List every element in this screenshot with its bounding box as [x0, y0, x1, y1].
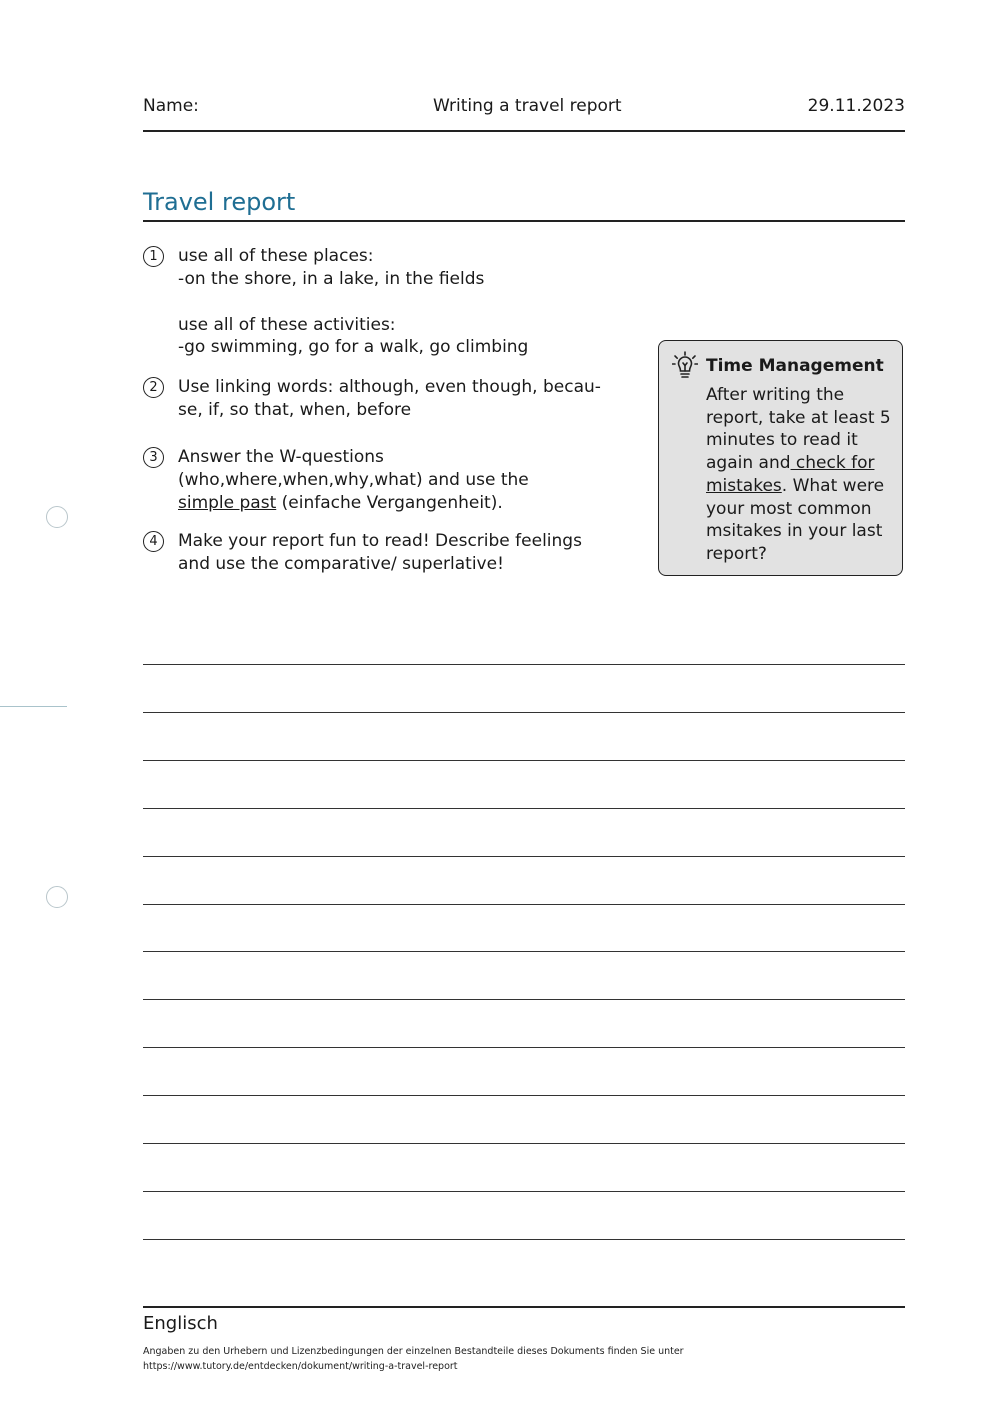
task-1: [143, 245, 603, 361]
writing-line[interactable]: [143, 1239, 905, 1240]
section-title-text: Travel report: [143, 188, 296, 216]
footer-license-note: [143, 1344, 843, 1374]
task-line: Answer the W-questions: [178, 447, 384, 467]
writing-line[interactable]: [143, 1047, 905, 1048]
writing-line[interactable]: [143, 760, 905, 761]
task-line: Use linking words: although, even though, becau-: [178, 377, 601, 397]
writing-line[interactable]: [143, 712, 905, 713]
tip-text: [706, 384, 896, 566]
writing-line[interactable]: [143, 1095, 905, 1096]
writing-line[interactable]: [143, 664, 905, 665]
task-line: -go swimming, go for a walk, go climbing: [178, 337, 529, 357]
writing-line[interactable]: [143, 904, 905, 905]
task-line: [178, 492, 503, 515]
task-line: -on the shore, in a lake, in the fields: [178, 269, 485, 289]
name-label: Name:: [143, 96, 199, 116]
writing-line[interactable]: [143, 999, 905, 1000]
writing-line[interactable]: [143, 1143, 905, 1144]
task-line: use all of these activities:: [178, 315, 396, 335]
time-management-tip-box: [658, 340, 903, 576]
tip-emphasis: check for mistakes: [706, 453, 875, 496]
task-line: Make your report fun to read! Describe feelings: [178, 531, 582, 551]
worksheet-title: Writing a travel report: [433, 96, 622, 116]
task-line: and use the comparative/ superlative!: [178, 554, 504, 574]
footer-rule: [143, 1306, 905, 1308]
license-url[interactable]: https://www.tutory.de/entdecken/dokument/writing-a-travel-report: [143, 1361, 458, 1372]
writing-line[interactable]: [143, 951, 905, 952]
punch-hole-top: [46, 506, 68, 528]
license-text: Angaben zu den Urhebern und Lizenzbedingungen der einzelnen Bestandteile dieses Dokuments finden Sie unter: [143, 1346, 684, 1357]
tip-text-start: After writing the report, take at least 5 minutes to read it again and: [706, 385, 891, 474]
section-title: [143, 186, 905, 222]
task-3: [143, 446, 603, 516]
writing-line[interactable]: [143, 856, 905, 857]
task-number: 2: [143, 377, 164, 398]
writing-line[interactable]: [143, 808, 905, 809]
writing-line[interactable]: [143, 1191, 905, 1192]
tip-title: Time Management: [706, 356, 884, 376]
task-line: use all of these places:: [178, 246, 374, 266]
task-2: [143, 376, 603, 424]
task-line: se, if, so that, when, before: [178, 400, 412, 420]
task-line-rest: (einfache Vergangenheit).: [276, 493, 503, 513]
task-number: 1: [143, 246, 164, 267]
fold-mark: [0, 706, 67, 707]
lightbulb-icon: [672, 351, 698, 381]
simple-past-term: simple past: [178, 493, 277, 513]
task-number: 4: [143, 531, 164, 552]
page-header: [143, 94, 905, 132]
punch-hole-bottom: [46, 886, 68, 908]
task-4: [143, 530, 603, 578]
task-line: (who,where,when,why,what) and use the: [178, 470, 529, 490]
task-number: 3: [143, 447, 164, 468]
footer-subject: Englisch: [143, 1313, 218, 1334]
tip-text-end: . What were your most common msitakes in your last report?: [706, 475, 885, 564]
worksheet-date: 29.11.2023: [807, 96, 905, 116]
